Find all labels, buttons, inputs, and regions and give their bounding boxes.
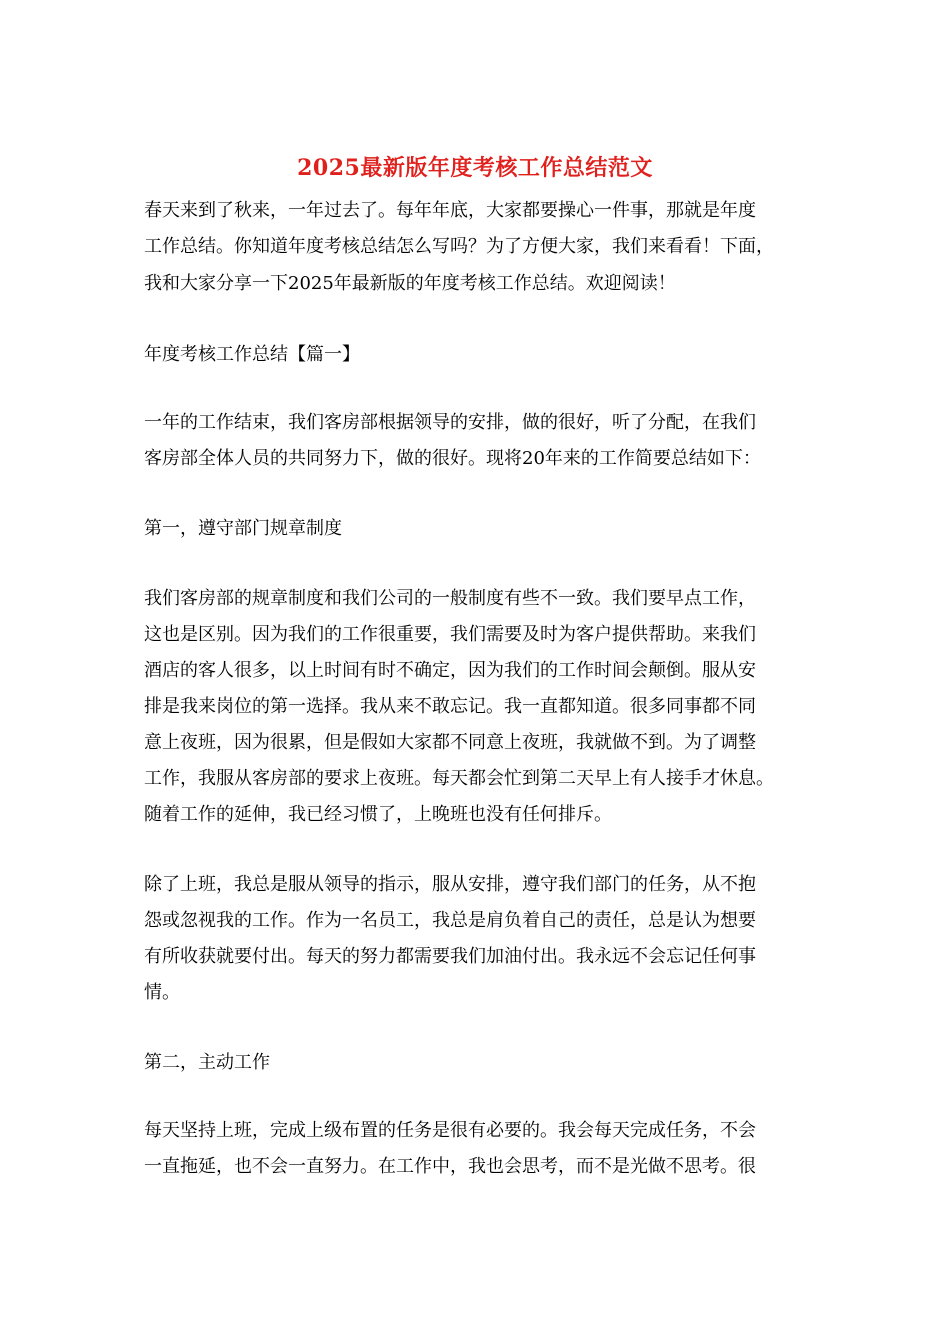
- paragraph-line: 除了上班，我总是服从领导的指示，服从安排，遵守我们部门的任务，从不抱: [144, 874, 756, 895]
- paragraph-line: 一年的工作结束，我们客房部根据领导的安排，做的很好，听了分配，在我们: [144, 412, 756, 433]
- paragraph-line: 我们客房部的规章制度和我们公司的一般制度有些不一致。我们要早点工作，: [144, 588, 756, 609]
- paragraph-line: 有所收获就要付出。每天的努力都需要我们加油付出。我永远不会忘记任何事: [144, 946, 756, 967]
- paragraph-line: 情。: [144, 982, 180, 1003]
- paragraph-line: 一直拖延，也不会一直努力。在工作中，我也会思考，而不是光做不思考。很: [144, 1156, 756, 1177]
- paragraph-line: 随着工作的延伸，我已经习惯了，上晚班也没有任何排斥。: [144, 804, 612, 825]
- paragraph-line: 酒店的客人很多，以上时间有时不确定，因为我们的工作时间会颠倒。服从安: [144, 660, 756, 681]
- paragraph-line: 每天坚持上班，完成上级布置的任务是很有必要的。我会每天完成任务，不会: [144, 1120, 756, 1141]
- paragraph-line: 这也是区别。因为我们的工作很重要，我们需要及时为客户提供帮助。来我们: [144, 624, 756, 645]
- intro-line-1: 春天来到了秋来，一年过去了。每年年底，大家都要操心一件事，那就是年度: [144, 200, 756, 221]
- subheading-second: 第二，主动工作: [144, 1052, 270, 1073]
- paragraph-line: 排是我来岗位的第一选择。我从来不敢忘记。我一直都知道。很多同事都不同: [144, 696, 756, 717]
- subheading-first: 第一，遵守部门规章制度: [144, 518, 342, 539]
- paragraph-line: 怨或忽视我的工作。作为一名员工，我总是肩负着自己的责任，总是认为想要: [144, 910, 756, 931]
- paragraph-line: 意上夜班，因为很累，但是假如大家都不同意上夜班，我就做不到。为了调整: [144, 732, 756, 753]
- intro-line-2: 工作总结。你知道年度考核总结怎么写吗？为了方便大家，我们来看看！下面，: [144, 236, 774, 257]
- intro-line-3: 我和大家分享一下2025年最新版的年度考核工作总结。欢迎阅读！: [144, 273, 676, 294]
- section-heading-part-one: 年度考核工作总结【篇一】: [144, 344, 360, 365]
- paragraph-line: 客房部全体人员的共同努力下，做的很好。现将20年来的工作简要总结如下：: [144, 448, 761, 469]
- document-title: 2025最新版年度考核工作总结范文: [297, 155, 653, 181]
- paragraph-line: 工作，我服从客房部的要求上夜班。每天都会忙到第二天早上有人接手才休息。: [144, 768, 774, 789]
